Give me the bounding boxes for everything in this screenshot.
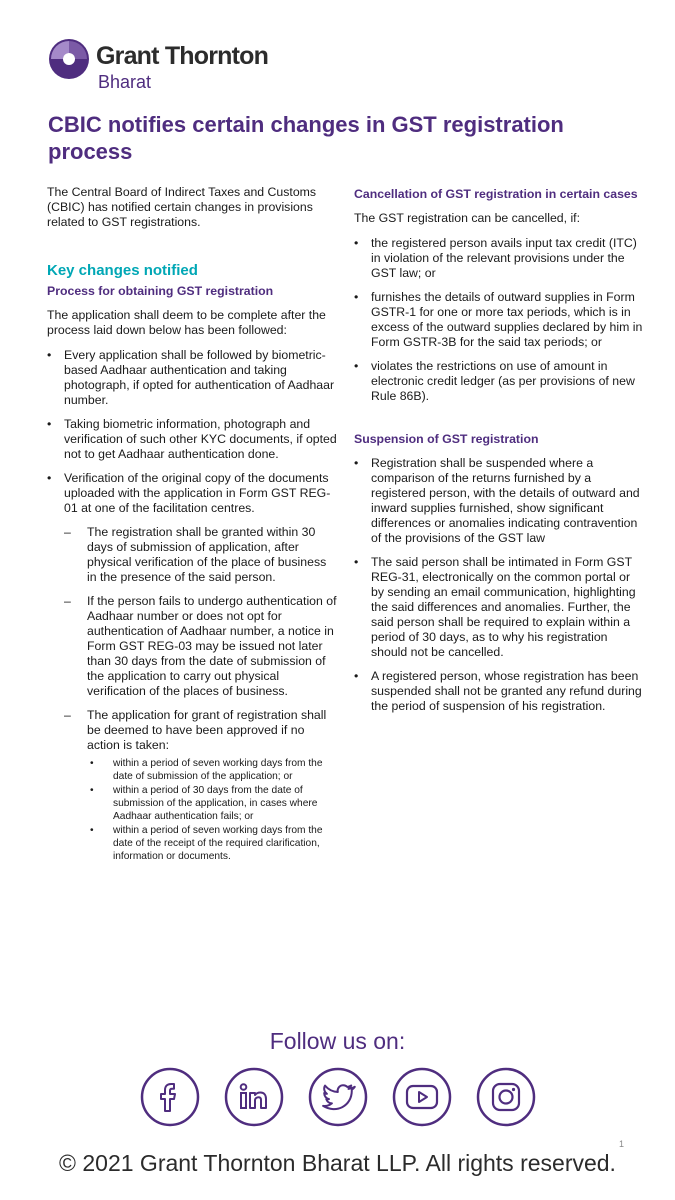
left-column [47,185,339,872]
brand-name: Grant Thornton [96,42,269,70]
list-item: • furnishes the details of outward supplies in Form GSTR-1 for one or more tax periods, which is in excess of the outward supplies declared by him in Form GSTR-3B for the said tax periods; or [354,290,644,350]
cancellation-heading: Cancellation of GST registration in certain cases [354,187,638,201]
page-title: CBIC notifies certain changes in GST registration process [48,112,564,164]
sub-list [47,525,339,863]
cancellation-paragraph: The GST registration can be cancelled, if: [354,211,581,225]
copyright-notice: © 2021 Grant Thornton Bharat LLP. All rights reserved. [59,1150,616,1176]
suspension-heading: Suspension of GST registration [354,432,539,446]
nested-list-item: • within a period of 30 days from the date of submission of the application, in cases where Aadhaar authentication fails; or [47,784,339,823]
list-item: • Registration shall be suspended where a comparison of the returns furnished by a registered person, with the details of outward and inward supplies furnished, show significant differences or anomalies indicating contravention of the provisions of the GST law [354,456,644,546]
suspension-list [354,456,644,714]
process-list [47,348,339,863]
nested-list-item: • within a period of seven working days from the date of submission of the application; or [47,757,339,783]
right-column [354,187,644,723]
sub-list-item: – If the person fails to undergo authentication of Aadhaar number or does not opt for authentication of Aadhaar number, a notice in Form GST REG-03 may be issued not later than 30 days from the date of submission of the application to carry out physical verification of the places of business. [47,594,339,699]
process-paragraph: The application shall deem to be complete after the process laid down below has been followed: [47,308,326,337]
intro-paragraph: The Central Board of Indirect Taxes and Customs (CBIC) has notified certain changes in provisions related to GST registrations. [47,185,317,229]
list-item: • The said person shall be intimated in Form GST REG-31, electronically on the common portal or by sending an email communication, highlighting the said differences and anomalies. Further, the said person shall be required to explain within a period of 30 days, as to why his registration should not be cancelled. [354,555,644,660]
youtube-icon[interactable] [392,1067,452,1127]
brand-subname: Bharat [98,72,152,92]
sub-list-item: – The application for grant of registration shall be deemed to have been approved if no action is taken: • within a period of seven working days from the date of submission of the application; or • within a period of 30 days from the date of submission of the application, in cases where Aadhaar authentication fails; or • within a period of seven working days from the date of the receipt of the required clarification, information or documents. [47,708,339,863]
instagram-icon[interactable] [476,1067,536,1127]
facebook-icon[interactable] [140,1067,200,1127]
sub-list-item: – The registration shall be granted within 30 days of submission of application, after physical verification of the place of business in the presence of the said person. [47,525,339,585]
list-item: • violates the restrictions on use of amount in electronic credit ledger (as per provisions of new Rule 86B). [354,359,644,404]
grant-thornton-logo-icon [48,38,90,80]
list-item: • Verification of the original copy of the documents uploaded with the application in Form GST REG-01 at one of the facilitation centres. – The registration shall be granted within 30 days of submission of application, after physical verification of the place of business in the presence of the said person. – If the person fails to undergo authentication of Aadhaar number or does not opt for authentication of Aadhaar number, a notice in Form GST REG-03 may be issued not later than 30 days from the date of submission of the application to carry out physical verification of the places of business. – The application for grant of registration shall be deemed to have been approved if no action is taken: • within a period of seven working days from the date of submission of the application; or • within a period of 30 days from the date of submission of the application, in cases where Aadhaar authentication fails; or • within a period of seven working days from the date of the receipt of the required clarification, information or documents. [47,471,339,863]
list-item: • Every application shall be followed by biometric-based Aadhaar authentication and taking photograph, if opted for authentication of Aadhaar number. [47,348,339,408]
list-item: • the registered person avails input tax credit (ITC) in violation of the relevant provisions under the GST law; or [354,236,644,281]
nested-list-item: • within a period of seven working days from the date of the receipt of the required clarification, information or documents. [47,824,339,863]
process-subheading: Process for obtaining GST registration [47,284,274,298]
linkedin-icon[interactable] [224,1067,284,1127]
follow-us-label: Follow us on: [269,1028,406,1054]
key-changes-heading: Key changes notified [47,262,198,279]
twitter-icon[interactable] [308,1067,368,1127]
list-item: • A registered person, whose registration has been suspended shall not be granted any refund during the period of suspension of his registration. [354,669,644,714]
list-item: • Taking biometric information, photograph and verification of such other KYC documents, if opted not to get Aadhaar authentication done. [47,417,339,462]
cancellation-list [354,236,644,404]
page-number: 1 [619,1139,625,1149]
nested-list [47,757,339,863]
company-logo [48,38,268,94]
